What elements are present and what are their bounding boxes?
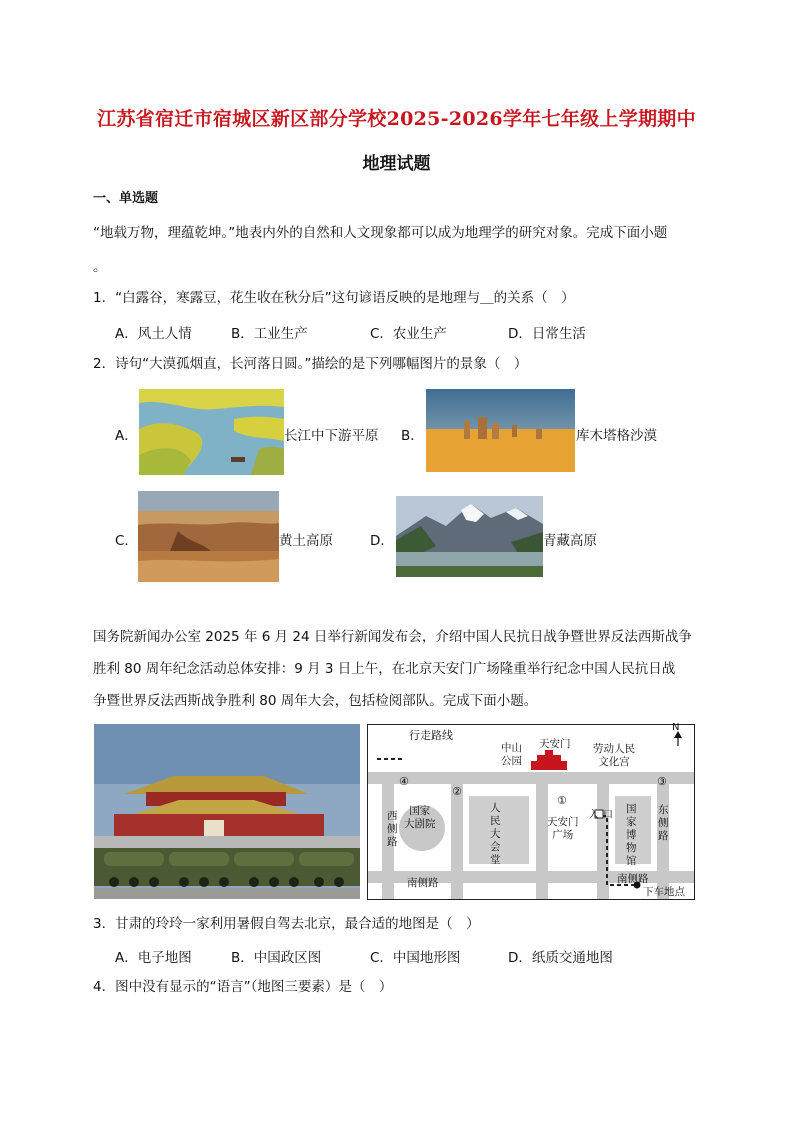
question-3-stem: 3．甘肃的玲玲一家利用暑假自驾去北京，最合适的地图是（ ） [93,916,480,932]
q3-option-c[interactable]: C．中国地形图 [370,950,461,966]
q3-option-a[interactable]: A．电子地图 [115,950,192,966]
paper-title: 江苏省宿迁市宿城区新区部分学校2025-2026学年七年级上学期期中 [97,108,696,130]
kumtag-desert-photo[interactable] [426,389,575,472]
q1-option-d[interactable]: D．日常生活 [508,326,586,342]
q3-option-b[interactable]: B．中国政区图 [231,950,322,966]
intro-1-line-2: 。 [93,259,107,275]
yangtze-plain-photo[interactable] [139,389,284,475]
q2-option-d-letter[interactable]: D． [370,533,394,549]
map-marker-4: ④ [399,775,409,788]
map-zhongshan-park: 中山 公园 [501,742,522,767]
q2-option-b-letter[interactable]: B． [401,428,424,444]
intro-1-line-1: “地载万物，理蕴乾坤。”地表内外的自然和人文现象都可以成为地理学的研究对象。完成下面小题 [93,225,668,241]
map-east-road: 东 侧 路 [658,804,669,842]
section-heading: 一、单选题 [93,191,159,206]
tiananmen-route-map [367,724,695,900]
map-entrance-label: 入 [589,810,599,821]
q2-caption-c: 黄土高原 [279,533,333,549]
loess-plateau-photo[interactable] [138,491,279,582]
map-north-label: N [672,722,680,733]
q2-option-a-letter[interactable]: A． [115,428,138,444]
map-marker-3: ③ [657,775,667,788]
q2-caption-b: 库木塔格沙漠 [576,428,657,444]
map-drop-off-label: 下车地点 [643,886,685,898]
map-laodong-palace: 劳动人民 文化宫 [593,743,635,768]
map-tiananmen-square: 天安门 广场 [547,816,579,841]
tiananmen-parade-photo [94,724,360,899]
map-national-theater: 国家 大剧院 [404,805,436,830]
question-4-stem: 4．图中没有显示的“语言”（地图三要素）是（ ） [93,979,393,995]
q1-option-b[interactable]: B．工业生产 [231,326,308,342]
q2-caption-a: 长江中下游平原 [284,428,379,444]
map-national-museum: 国 家 博 物 馆 [626,803,637,867]
q2-option-c-letter[interactable]: C． [115,533,138,549]
q2-caption-d: 青藏高原 [543,533,597,549]
map-legend-label: 行走路线 [409,729,453,742]
map-great-hall: 人 民 大 会 堂 [490,802,501,866]
q1-option-a[interactable]: A．风土人情 [115,326,192,342]
intro-2-line-2: 胜利 80 周年纪念活动总体安排：9 月 3 日上午，在北京天安门广场隆重举行纪念中国人民抗日战 [93,661,676,677]
map-south-road-east: 南侧路 [617,873,649,885]
q3-option-d[interactable]: D．纸质交通地图 [508,950,613,966]
map-marker-1: ① [557,794,567,807]
map-entrance-label-2: 口 [603,810,613,821]
intro-2-line-3: 争暨世界反法西斯战争胜利 80 周年大会，包括检阅部队。完成下面小题。 [93,693,538,709]
map-west-road: 西 侧 路 [387,810,398,848]
q1-option-c[interactable]: C．农业生产 [370,326,447,342]
intro-2-line-1: 国务院新闻办公室 2025 年 6 月 24 日举行新闻发布会，介绍中国人民抗日战争暨世界反法西斯战争 [93,629,692,645]
paper-subtitle: 地理试题 [362,154,431,174]
question-1-stem: 1．“白露谷，寒露豆，花生收在秋分后”这句谚语反映的是地理与＿的关系（ ） [93,290,575,306]
map-tiananmen-label: 天安门 [539,738,571,750]
tibet-plateau-photo[interactable] [396,496,543,577]
map-south-road-west: 南侧路 [407,877,439,889]
map-marker-2: ② [452,785,462,798]
question-2-stem: 2．诗句“大漠孤烟直，长河落日圆。”描绘的是下列哪幅图片的景象（ ） [93,356,528,372]
